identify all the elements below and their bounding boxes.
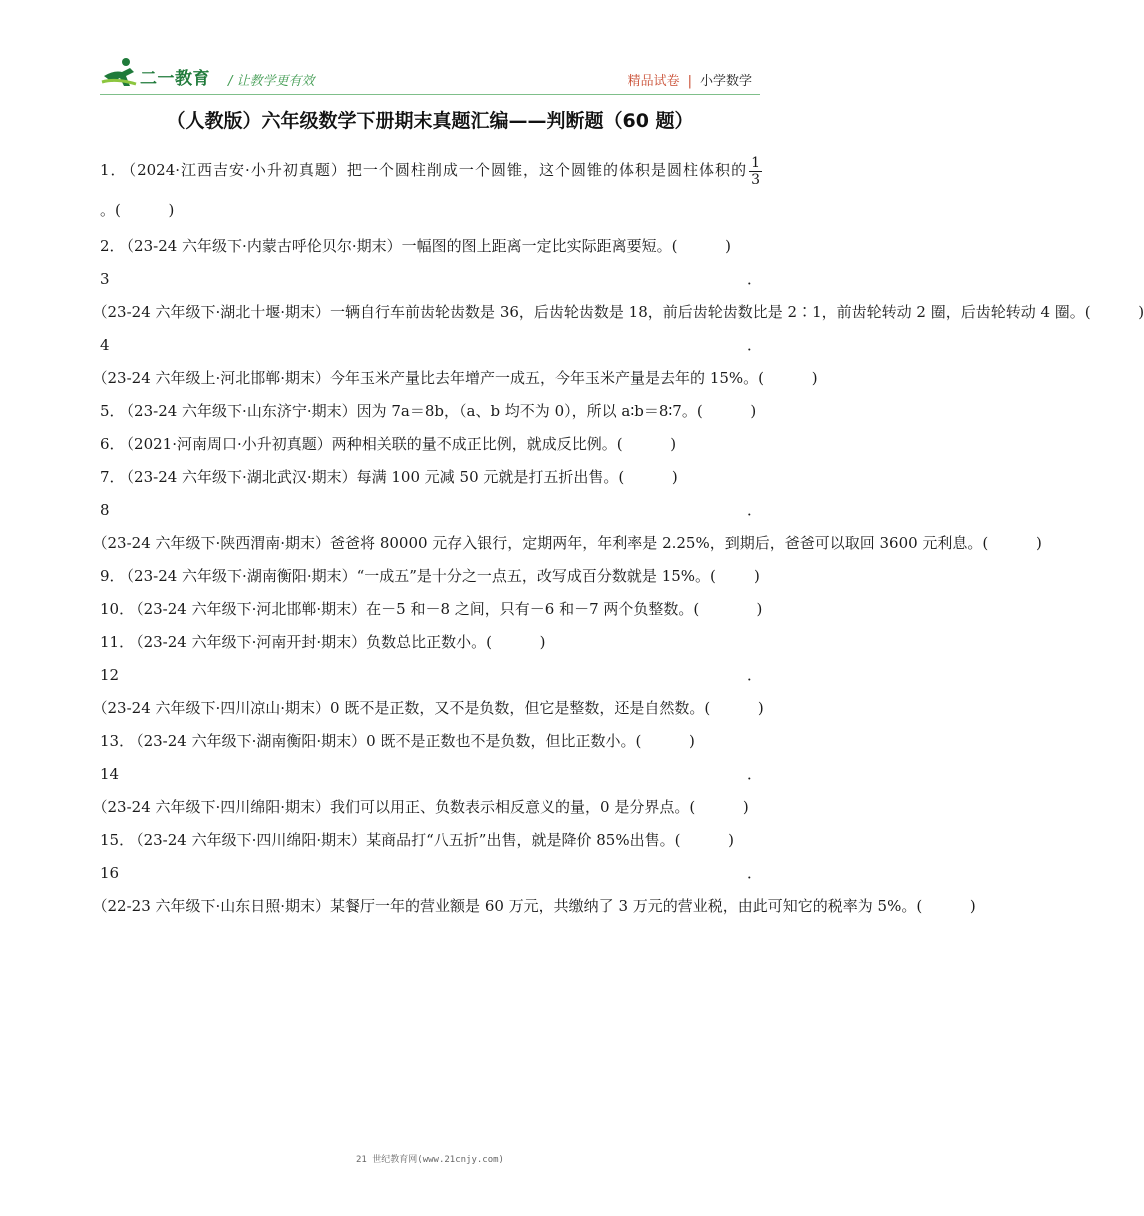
fraction — [749, 155, 762, 188]
question-item — [100, 659, 764, 725]
question-text: （22-23 六年级下·山东日照·期末）某餐厅一年的营业额是 60 万元，共缴纳了 3 万元的营业税，由此可知它的税率为 5%。( ) — [100, 897, 976, 915]
logo — [100, 56, 220, 92]
question-text: （23-24 六年级下·湖南衡阳·期末）0 既不是正数也不是负数，但比正数小。( ) — [136, 732, 695, 750]
question-text: （23-24 六年级下·河南开封·期末）负数总比正数小。( ) — [136, 633, 546, 651]
question-number: 16． — [100, 864, 762, 882]
question-text: （23-24 六年级下·四川绵阳·期末）我们可以用正、负数表示相反意义的量，0 是分界点。( ) — [100, 798, 749, 816]
question-text: （23-24 六年级下·内蒙古呼伦贝尔·期末）一幅图的图上距离一定比实际距离要短。( ) — [126, 237, 731, 255]
answer-blank: 。( ) — [100, 201, 175, 219]
question-number: 10． — [100, 600, 135, 618]
page-header — [100, 56, 760, 96]
tag-separator: | — [687, 74, 692, 89]
question-number: 15． — [100, 831, 135, 849]
question-number: 1． — [100, 161, 127, 179]
question-item — [100, 461, 764, 494]
fraction-denominator: 3 — [751, 171, 760, 188]
question-number: 3． — [100, 270, 762, 288]
question-number: 14． — [100, 765, 762, 783]
question-item — [100, 329, 818, 395]
question-text: （2024·江西吉安·小升初真题）把一个圆柱削成一个圆锥，这个圆锥的体积是圆柱体积的 — [128, 161, 748, 179]
question-number: 4． — [100, 336, 762, 354]
question-item — [100, 428, 764, 461]
question-number: 12． — [100, 666, 762, 684]
question-item — [100, 725, 764, 758]
question-item — [100, 824, 764, 857]
question-text: （23-24 六年级下·四川绵阳·期末）某商品打“八五折”出售，就是降价 85%出售。( ) — [136, 831, 734, 849]
question-text: （23-24 六年级下·湖南衡阳·期末）“一成五”是十分之一点五，改写成百分数就是 15%。( ) — [126, 567, 760, 585]
question-text: （23-24 六年级下·山东济宁·期末）因为 7a＝8b，（a、b 均不为 0），所以 a∶b＝8∶7。( ) — [126, 402, 757, 420]
question-text: （23-24 六年级下·陕西渭南·期末）爸爸将 80000 元存入银行，定期两年，年利率是 2.25%，到期后，爸爸可以取回 3600 元利息。( ) — [100, 534, 1042, 552]
question-text: （23-24 六年级下·四川凉山·期末）0 既不是正数，又不是负数，但它是整数，还是自然数。( ) — [100, 699, 764, 717]
question-text: （23-24 六年级上·河北邯郸·期末）今年玉米产量比去年增产一成五，今年玉米产量是去年的 15%。( ) — [100, 369, 818, 387]
question-item — [100, 230, 764, 263]
question-item — [100, 593, 764, 626]
question-item — [100, 494, 1042, 560]
question-text: （2021·河南周口·小升初真题）两种相关联的量不成正比例，就成反比例。( ) — [126, 435, 677, 453]
question-item — [100, 560, 764, 593]
question-item — [100, 857, 976, 923]
question-number: 9． — [100, 567, 125, 585]
header-tags — [628, 70, 752, 89]
question-number: 6． — [100, 435, 125, 453]
question-number: 13． — [100, 732, 135, 750]
question-item — [100, 758, 764, 824]
question-item — [100, 150, 764, 230]
header-divider — [100, 94, 760, 95]
question-number: 8． — [100, 501, 762, 519]
question-list — [100, 150, 1144, 923]
question-item — [100, 626, 764, 659]
question-text: （23-24 六年级下·湖北十堰·期末）一辆自行车前齿轮齿数是 36，后齿轮齿数是 18，前后齿轮齿数比是 2∶1，前齿轮转动 2 圈，后齿轮转动 4 圈。( ) — [100, 303, 1144, 321]
question-number: 11． — [100, 633, 135, 651]
question-text: （23-24 六年级下·河北邯郸·期末）在－5 和－8 之间，只有－6 和－7 两个负整数。( ) — [136, 600, 763, 618]
question-number: 7． — [100, 468, 125, 486]
subject-tag: 小学数学 — [699, 74, 752, 89]
logo-text: 二一教育 — [140, 69, 210, 89]
page-title: （人教版）六年级数学下册期末真题汇编——判断题（60 题） — [166, 110, 694, 132]
page-footer: 21 世纪教育网(www.21cnjy.com) — [356, 1155, 504, 1165]
question-text: （23-24 六年级下·湖北武汉·期末）每满 100 元减 50 元就是打五折出售。( ) — [126, 468, 678, 486]
slogan: / 让教学更有效 — [228, 74, 315, 89]
question-number: 5． — [100, 402, 125, 420]
question-item — [100, 395, 764, 428]
runner-logo-icon — [100, 56, 140, 90]
question-number: 2． — [100, 237, 125, 255]
fraction-numerator: 1 — [751, 154, 760, 171]
question-item — [100, 263, 1144, 329]
brand-tag: 精品试卷 — [627, 74, 680, 89]
